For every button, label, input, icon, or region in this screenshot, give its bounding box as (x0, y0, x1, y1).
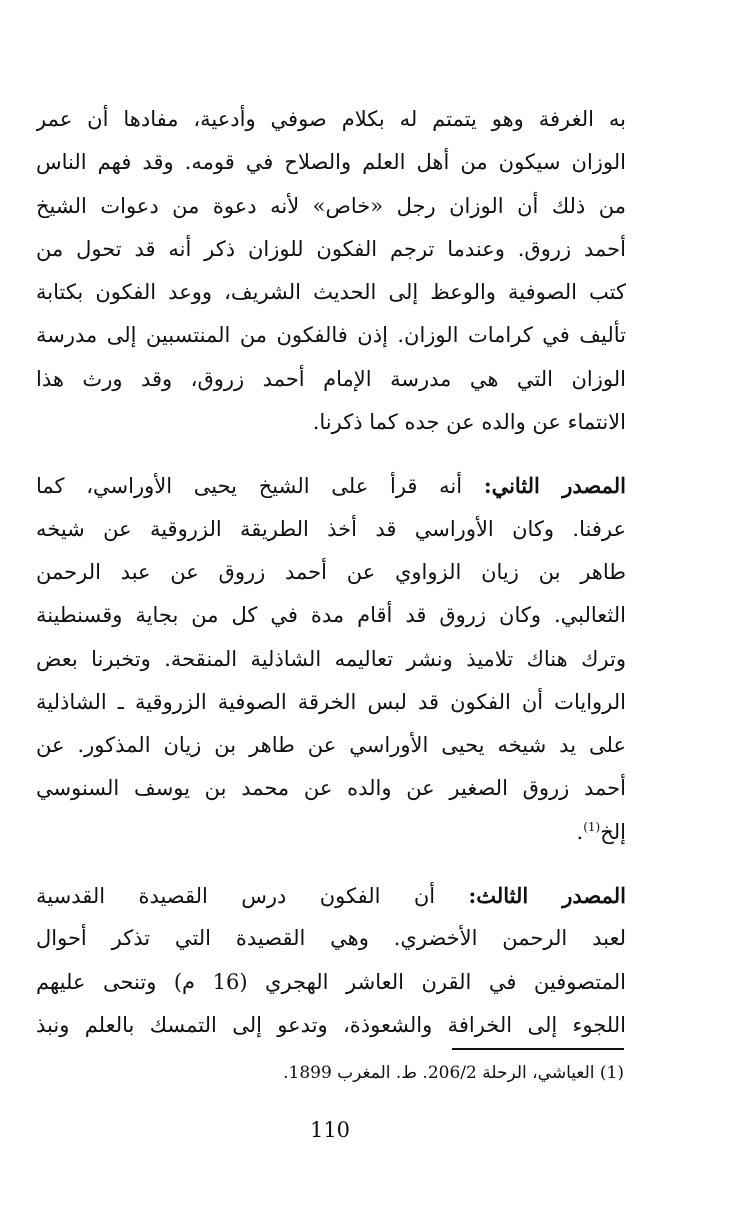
footnote-separator (452, 1048, 624, 1050)
text-line: على يد شيخه يحيى الأوراسي عن طاهر بن زيان المذكور. عن (36, 733, 626, 758)
text-line: به الغرفة وهو يتمتم له بكلام صوفي وأدعية، مفادها أن عمر (36, 107, 626, 131)
section-heading: المصدر الثالث: (468, 883, 626, 909)
text-line: أحمد زروق الصغير عن والده عن محمد بن يوسف السنوسي (36, 776, 626, 801)
paragraph-3 (36, 874, 626, 1047)
text-line: الانتماء عن والده عن جده كما ذكرنا. (312, 410, 626, 435)
footnote: (1) العياشي، الرحلة 206/2. ط. المغرب 1899. (283, 1063, 624, 1083)
page-number: 110 (309, 1118, 351, 1142)
text-line: وترك هناك تلاميذ ونشر تعاليمه الشاذلية المنقحة. وتخبرنا بعض (36, 646, 626, 671)
line-text: إلخ (600, 819, 626, 844)
footnote-reference: (1) (583, 819, 601, 834)
text-line (36, 811, 626, 854)
text-line: الروايات أن الفكون قد لبس الخرقة الصوفية الزروقية ـ الشاذلية (36, 689, 626, 714)
text-line: كتب الصوفية والوعظ إلى الحديث الشريف، ووعد الفكون بكتابة (36, 280, 626, 305)
text-line: الوزان التي هي مدرسة الإمام أحمد زروق، وقد ورث هذا (36, 366, 626, 391)
text-line: لعبد الرحمن الأخضري. وهي القصيدة التي تذكر أحوال (36, 926, 626, 951)
text-line: تأليف في كرامات الوزان. إذن فالفكون من المنتسبين إلى مدرسة (36, 323, 626, 348)
heading-line-text: أنه قرأ على الشيخ يحيى الأوراسي، كما (36, 474, 484, 499)
main-text (36, 98, 626, 1047)
paragraph-2 (36, 464, 626, 854)
text-line: اللجوء إلى الخرافة والشعوذة، وتدعو إلى التمسك بالعلم ونبذ (36, 1012, 626, 1037)
text-line: المتصوفين في القرن العاشر الهجري (16 م) وتنحى عليهم (36, 969, 626, 994)
paragraph-1 (36, 98, 626, 444)
text-line (36, 874, 626, 917)
text-line: عرفنا. وكان الأوراسي قد أخذ الطريقة الزروقية عن شيخه (36, 516, 626, 541)
text-line: من ذلك أن الوزان رجل «خاص» لأنه دعوة من دعوات الشيخ (36, 193, 626, 218)
text-line: الوزان سيكون من أهل العلم والصلاح في قومه. وقد فهم الناس (36, 150, 626, 175)
text-line (36, 464, 626, 507)
heading-line-text: أن الفكون درس القصيدة القدسية (36, 884, 469, 909)
text-line: الثعالبي. وكان زروق قد أقام مدة في كل من بجاية وقسنطينة (36, 603, 626, 628)
line-end: . (576, 819, 584, 844)
section-heading: المصدر الثاني: (483, 473, 626, 499)
text-line: طاهر بن زيان الزواوي عن أحمد زروق عن عبد الرحمن (36, 559, 626, 584)
text-line: أحمد زروق. وعندما ترجم الفكون للوزان ذكر أنه قد تحول من (36, 236, 626, 261)
